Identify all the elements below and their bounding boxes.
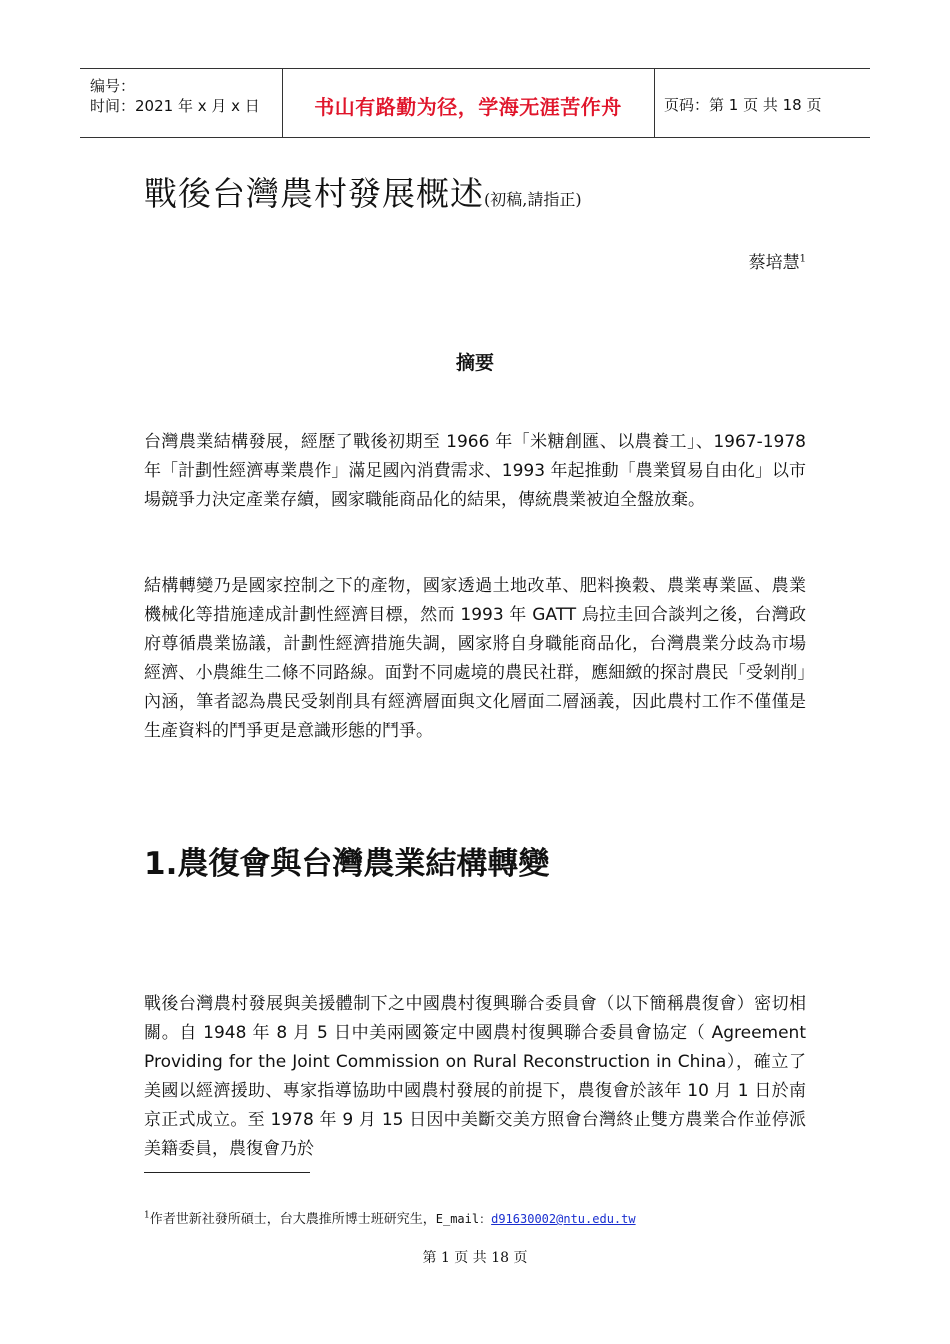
abstract-heading: 摘要 xyxy=(455,352,494,374)
document-title xyxy=(144,168,582,215)
section-1-paragraph: 戰後台灣農村發展與美援體制下之中國農村復興聯合委員會（以下簡稱農復會）密切相關。自 1948 年 8 月 5 日中美兩國簽定中國農村復興聯合委員會協定（ Agreement Providing for the Joint Commission on Rural Reconstruction in China），確立了美國以經濟援助、專家指導協助中國農村發展的前提下，農復會於該年 10 月 1 日於南京正式成立。至 1978 年 9 月 15 日因中美斷交美方照會台灣終止雙方農業合作並停派美籍委員，農復會乃於 xyxy=(144,994,806,1159)
footnote-divider xyxy=(144,1172,310,1173)
footnote-mark: 1 xyxy=(144,1210,150,1221)
page-footer: 第 1 页 共 18 页 xyxy=(422,1250,528,1266)
footnote-email-label: E_mail： xyxy=(435,1212,492,1226)
header-motto: 书山有路勤为径，学海无涯苦作舟 xyxy=(314,95,622,119)
footnote-email-link[interactable]: d91630002@ntu.edu.tw xyxy=(491,1212,636,1226)
author xyxy=(749,248,806,273)
header-number-label: 编号： xyxy=(90,77,136,95)
document-title-main: 戰後台灣農村發展概述 xyxy=(144,174,484,213)
section-1-heading: 1.農復會與台灣農業結構轉變 xyxy=(144,846,550,882)
abstract-paragraph-1: 台灣農業結構發展，經歷了戰後初期至 1966 年「米糖創匯、以農養工」、1967-1978 年「計劃性經濟專業農作」滿足國內消費需求、1993 年起推動「農業貿易自由化」以市場競爭力決定產業存續，國家職能商品化的結果，傳統農業被迫全盤放棄。 xyxy=(144,432,806,510)
document-title-subtitle: (初稿,請指正) xyxy=(484,190,582,209)
page-header xyxy=(80,68,870,138)
header-time-label: 时间：2021 年 x 月 x 日 xyxy=(90,97,260,115)
author-footnote-mark: 1 xyxy=(799,253,806,265)
header-page-code: 页码：第 1 页 共 18 页 xyxy=(664,96,822,114)
author-name: 蔡培慧 xyxy=(748,253,800,273)
footnote-text: 作者世新社發所碩士，台大農推所博士班研究生， xyxy=(149,1212,436,1227)
header-info-cell xyxy=(80,69,283,137)
header-page-cell xyxy=(654,69,870,137)
header-motto-cell xyxy=(282,69,655,137)
abstract-paragraph-2: 結構轉變乃是國家控制之下的產物，國家透過土地改革、肥料換穀、農業專業區、農業機械化等措施達成計劃性經濟目標，然而 1993 年 GATT 烏拉圭回合談判之後，台灣政府尊循農業協議，計劃性經濟措施失調，國家將自身職能商品化，台灣農業分歧為市場經濟、小農維生二條不同路線。面對不同處境的農民社群，應細緻的探討農民「受剝削」內涵，筆者認為農民受剝削具有經濟層面與文化層面二層涵義，因此農村工作不僅僅是生產資料的鬥爭更是意識形態的鬥爭。 xyxy=(144,576,806,741)
footnote xyxy=(144,1208,636,1227)
